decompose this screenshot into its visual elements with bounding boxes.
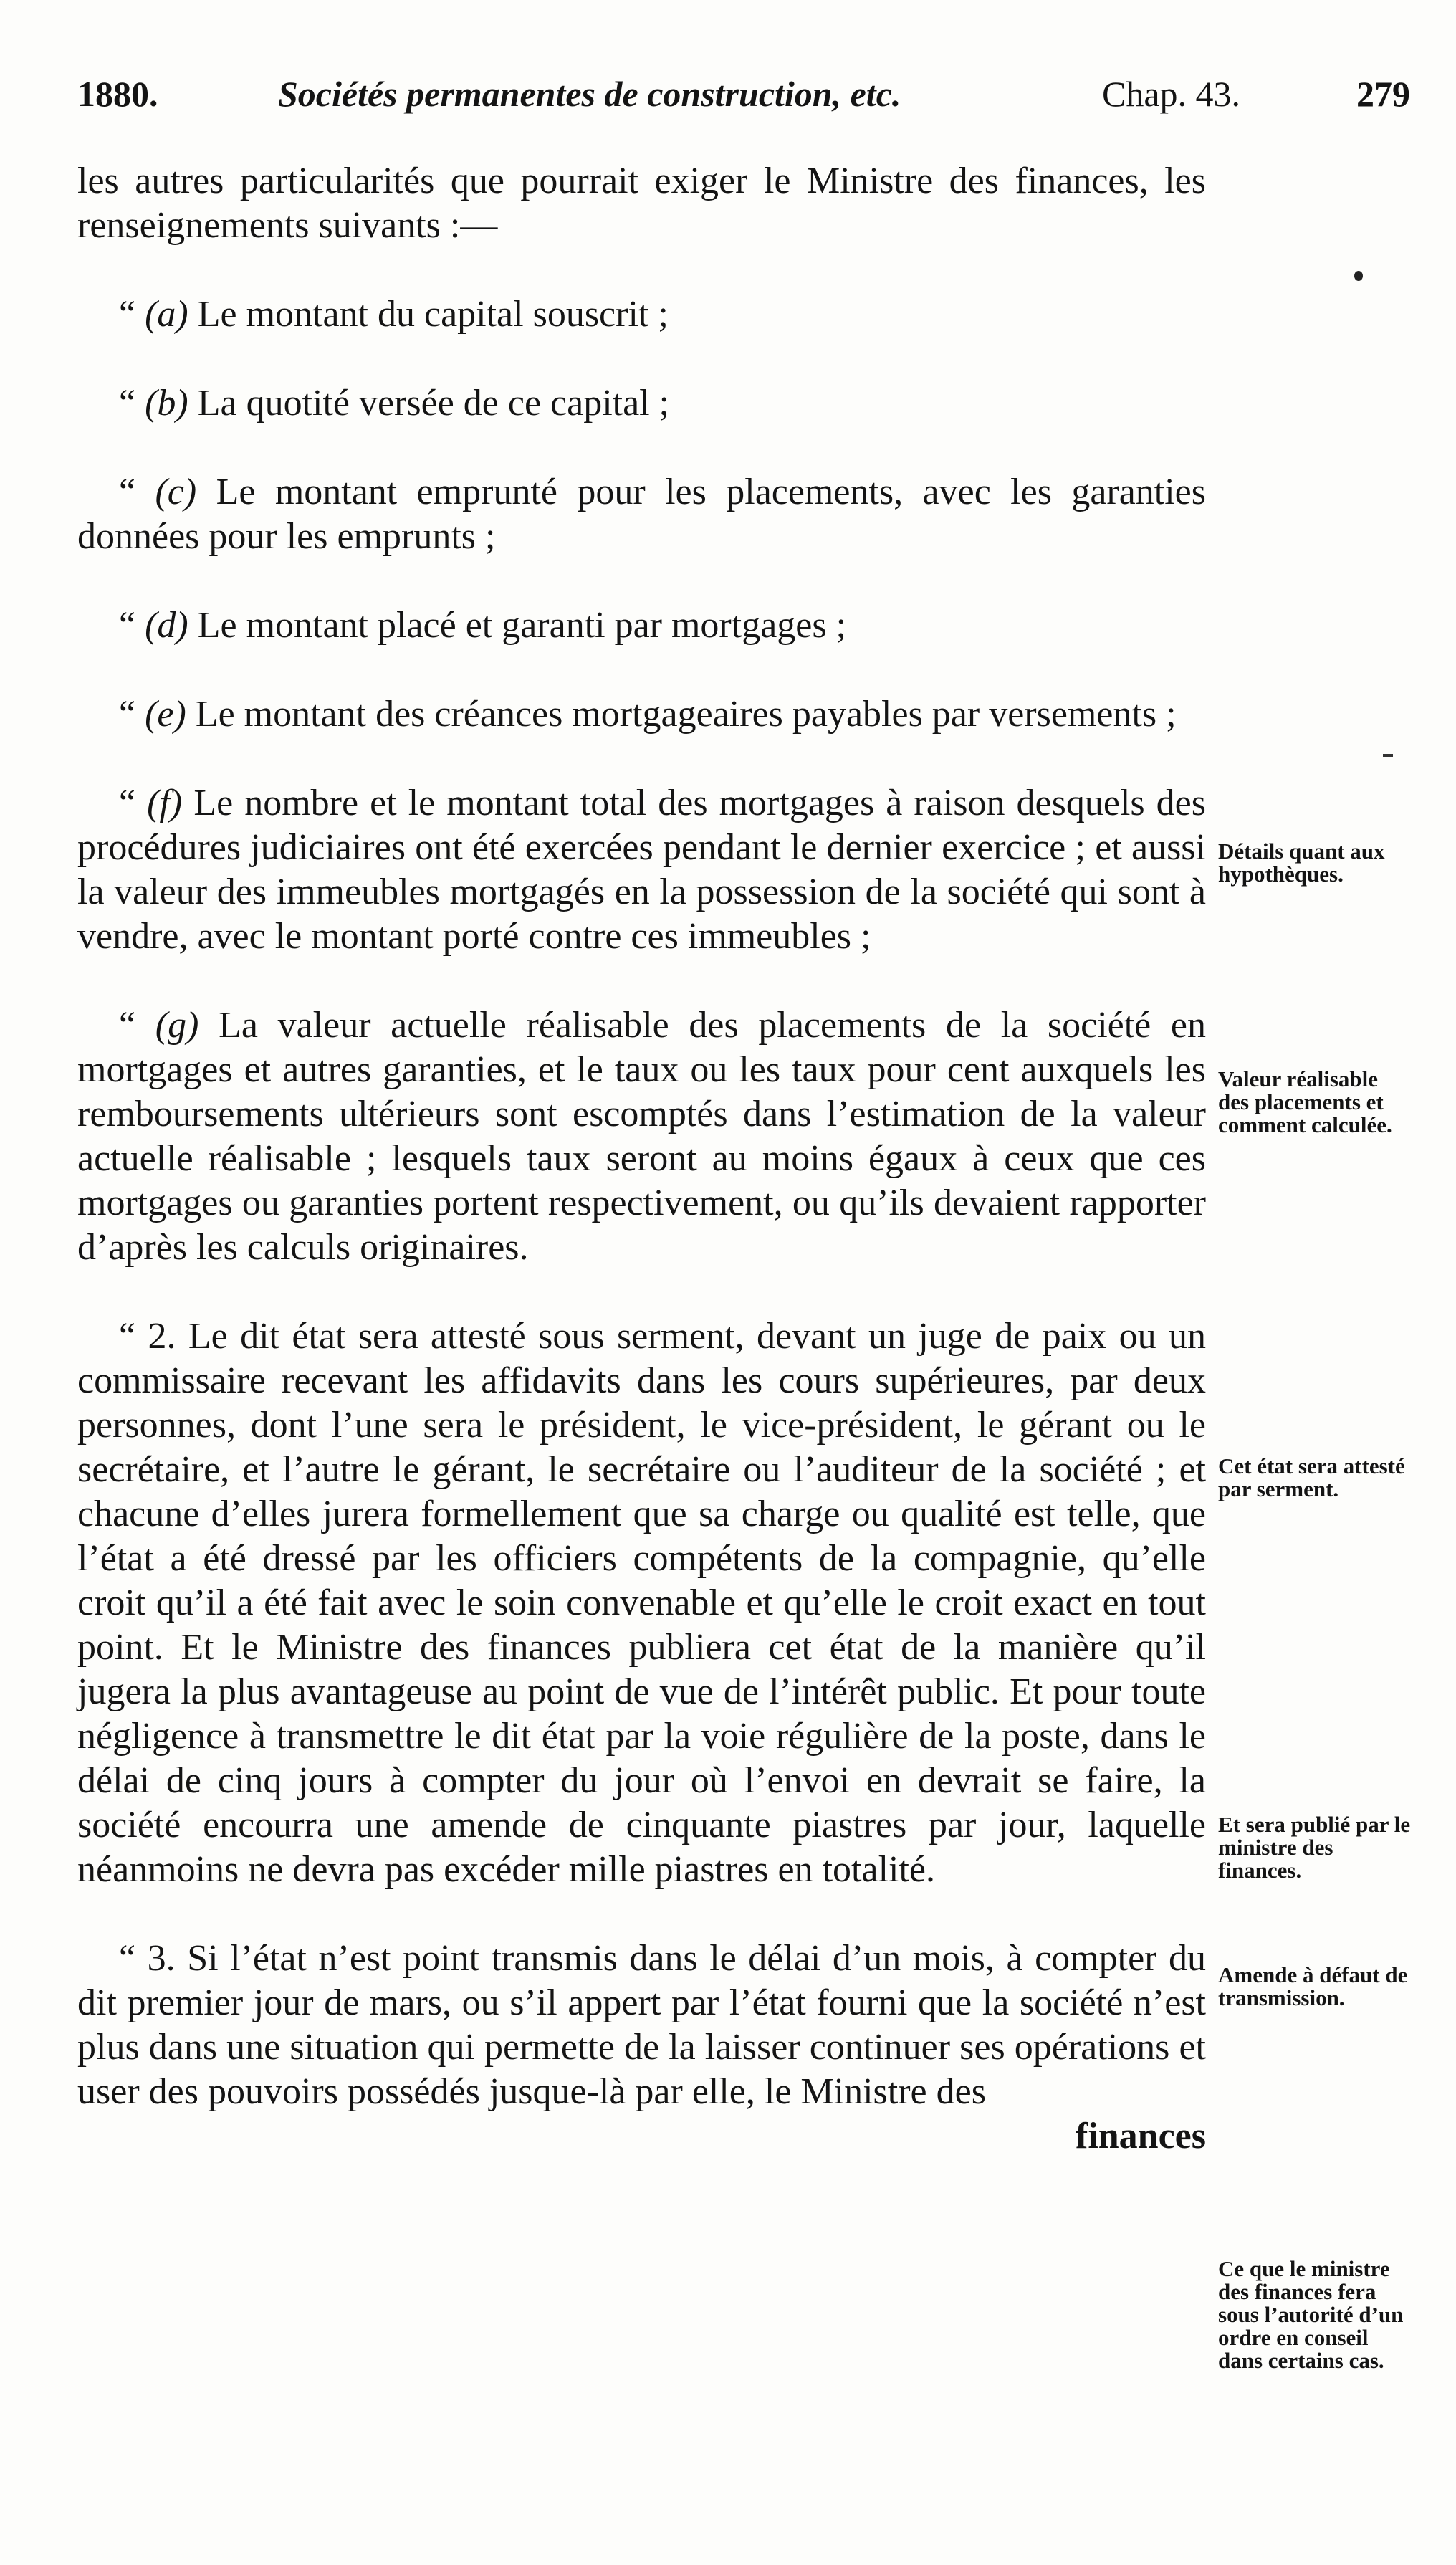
item-label: (g) (155, 1005, 199, 1046)
paragraph-section-3 (77, 1936, 1206, 2114)
quote-mark: “ (119, 694, 136, 735)
quote-mark: “ (119, 294, 136, 335)
section-number: 2. (148, 1316, 176, 1357)
catchword: finances (1076, 2116, 1206, 2156)
paragraph-d (77, 603, 1206, 648)
quote-mark: “ (119, 783, 136, 823)
margin-note-serment: Cet état sera attesté par serment. (1218, 1453, 1405, 1501)
print-speck (1354, 271, 1363, 281)
quote-mark: “ (119, 1316, 136, 1357)
print-speck (1383, 754, 1393, 757)
paragraph-text: La valeur actuelle réalisable des placements de la société en mortgages et autres garanties, et le taux ou les taux pour cent auxquels les remboursements ultérieurs sont escomptés dans l’estimation de la valeur actuelle réalisable ; lesquels taux seront au moins égaux à ceux que ces mortgages ou garanties portent respectivement, ou qu’ils devaient rapporter d’après les calculs originaires. (77, 1005, 1207, 1268)
quote-mark: “ (119, 1938, 136, 1979)
page-number: 279 (1356, 74, 1410, 114)
running-header (77, 69, 1410, 119)
header-chapter: Chap. 43. (1102, 74, 1241, 114)
paragraph-g (77, 1003, 1206, 1270)
quote-mark: “ (119, 1005, 136, 1046)
item-label: (e) (145, 694, 186, 735)
quote-mark: “ (119, 605, 136, 646)
paragraph-text: Le montant des créances mortgageaires payables par versements ; (195, 694, 1177, 735)
margin-note-ministre: Ce que le ministre des finances fera sous l’autorité d’un ordre en conseil dans certains cas. (1218, 2256, 1404, 2373)
paragraph-text: Le nombre et le montant total des mortgages à raison desquels des procédures judiciaires ont été exercées pendant le dernier exercice ; et aussi la valeur des immeubles mortgagés en la possession de la société qui sont à vendre, avec le montant porté contre ces immeubles ; (77, 783, 1207, 957)
item-label: (d) (145, 605, 188, 646)
paragraph-c (77, 470, 1206, 559)
margin-note-publie: Et sera publié par le ministre des finances. (1218, 1812, 1411, 1883)
quote-mark: “ (119, 383, 136, 424)
catchword-line (77, 2114, 1206, 2159)
header-year: 1880. (77, 74, 158, 114)
body-text (77, 159, 1206, 2159)
paragraph-text: les autres particularités que pourrait exiger le Ministre des finances, les renseignements suivants :— (77, 161, 1206, 246)
paragraph-f (77, 781, 1206, 959)
item-label: (b) (145, 383, 188, 424)
paragraph-b (77, 381, 1206, 426)
paragraph-a (77, 292, 1206, 337)
paragraph-text: Le montant du capital souscrit ; (197, 294, 669, 335)
paragraph-intro (77, 159, 1206, 248)
paragraph-section-2 (77, 1314, 1206, 1892)
item-label: (c) (155, 472, 197, 512)
section-number: 3. (147, 1938, 176, 1979)
item-label: (a) (145, 294, 188, 335)
paragraph-text: Le montant placé et garanti par mortgages ; (197, 605, 847, 646)
header-title: Sociétés permanentes de construction, etc. (278, 74, 901, 114)
paragraph-text: La quotité versée de ce capital ; (197, 383, 670, 424)
paragraph-e (77, 692, 1206, 737)
item-label: (f) (147, 783, 183, 823)
quote-mark: “ (119, 472, 136, 512)
margin-note-amende: Amende à défaut de transmission. (1218, 1962, 1408, 2010)
margin-note-details: Détails quant aux hypothèques. (1218, 839, 1385, 887)
paragraph-text: Le montant emprunté pour les placements, avec les garanties données pour les emprunts ; (77, 472, 1207, 557)
paragraph-text: Si l’état n’est point transmis dans le délai d’un mois, à compter du dit premier jour de mars, ou s’il appert par l’état fourni que la société n’est plus dans une situation qui permette de la laisser continuer ses opérations et user des pouvoirs possédés jusque-là par elle, le Ministre des (77, 1938, 1207, 2112)
margin-note-valeur: Valeur réalisable des placements et comment calculée. (1218, 1066, 1392, 1137)
paragraph-text: Le dit état sera attesté sous serment, devant un juge de paix ou un commissaire recevant les affidavits dans les cours supérieures, par deux personnes, dont l’une sera le président, le vice-président, le gérant ou le secrétaire, et l’autre le gérant, le secrétaire ou l’auditeur de la société ; et chacune d’elles jurera formellement que sa charge ou qualité est telle, que l’état a été dressé par les officiers compétents de la compagnie, qu’elle croit qu’il a été fait avec le soin convenable et qu’elle le croit exact en tout point. Et le Ministre des finances publiera cet état de la manière qu’il jugera la plus avantageuse au point de vue de l’intérêt public. Et pour toute négligence à transmettre le dit état par la voie régulière de la poste, dans le délai de cinq jours à compter du jour où l’envoi en devrait se faire, la société encourra une amende de cinquante piastres par jour, laquelle néanmoins ne devra pas excéder mille piastres en totalité. (77, 1316, 1207, 1890)
